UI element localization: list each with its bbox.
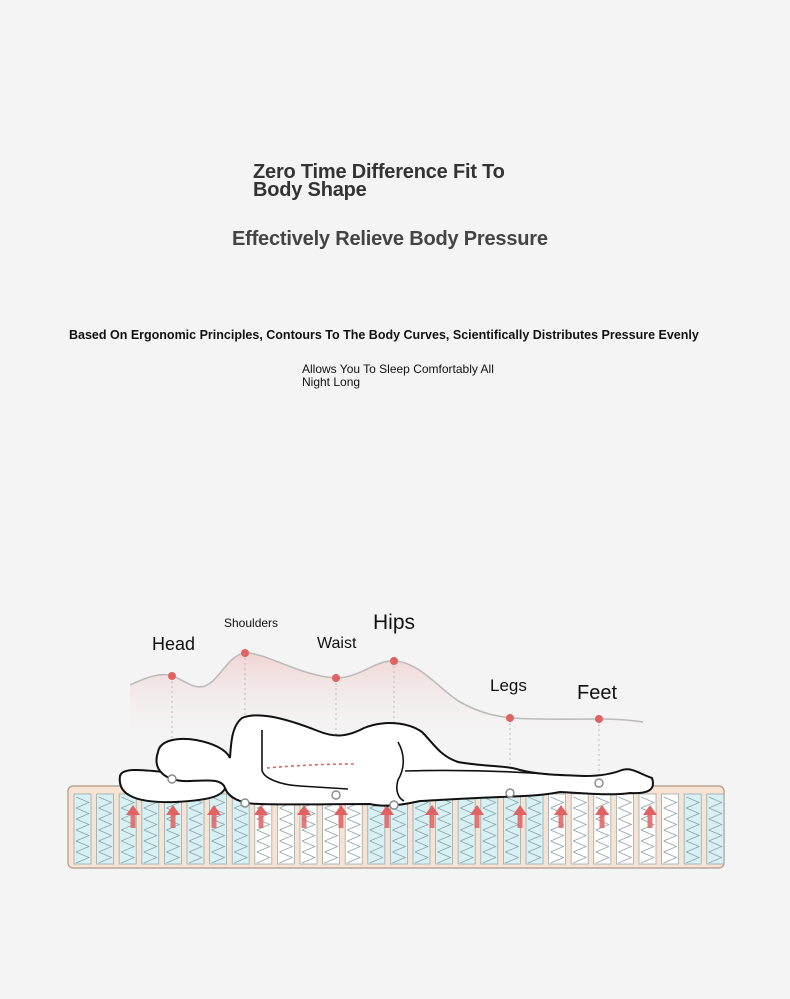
label-shoulders: Shoulders bbox=[224, 616, 279, 630]
waist-marker bbox=[332, 674, 340, 682]
spring-coil bbox=[684, 794, 701, 864]
spring-coil bbox=[639, 794, 656, 864]
spring-coil bbox=[97, 794, 114, 864]
label-hips: Hips bbox=[373, 611, 416, 634]
label-waist: Waist bbox=[317, 635, 357, 652]
spring-coil bbox=[481, 794, 498, 864]
spring-coil bbox=[616, 794, 633, 864]
spring-coil bbox=[549, 794, 566, 864]
spring-coil bbox=[164, 794, 181, 864]
spring-coil bbox=[594, 794, 611, 864]
spring-coil bbox=[662, 794, 679, 864]
spring-coil bbox=[74, 794, 91, 864]
subtitle: Effectively Relieve Body Pressure bbox=[232, 228, 548, 250]
spring-coil bbox=[436, 794, 453, 864]
hips-marker bbox=[390, 657, 398, 665]
description-line: Based On Ergonomic Principles, Contours To The Body Curves, Scientifically Distributes Pressure Evenly bbox=[69, 328, 699, 342]
spring-coil bbox=[413, 794, 430, 864]
legs-marker bbox=[506, 714, 514, 722]
spring-coil bbox=[458, 794, 475, 864]
feet-marker bbox=[595, 715, 603, 723]
spring-coil bbox=[142, 794, 159, 864]
head-marker bbox=[168, 672, 176, 680]
spring-coil bbox=[210, 794, 227, 864]
shoulders-marker bbox=[241, 649, 249, 657]
spring-coil bbox=[503, 794, 520, 864]
spring-coil bbox=[119, 794, 136, 864]
label-feet: Feet bbox=[577, 682, 618, 704]
label-legs: Legs bbox=[490, 676, 527, 695]
description-secondary-line: Allows You To Sleep Comfortably All Night Long bbox=[302, 362, 494, 389]
spring-coil bbox=[571, 794, 588, 864]
spring-coil bbox=[187, 794, 204, 864]
spring-coil bbox=[526, 794, 543, 864]
label-head: Head bbox=[152, 634, 196, 654]
spring-coil bbox=[707, 794, 724, 864]
main-title: Zero Time Difference Fit To Body Shape bbox=[253, 161, 505, 201]
